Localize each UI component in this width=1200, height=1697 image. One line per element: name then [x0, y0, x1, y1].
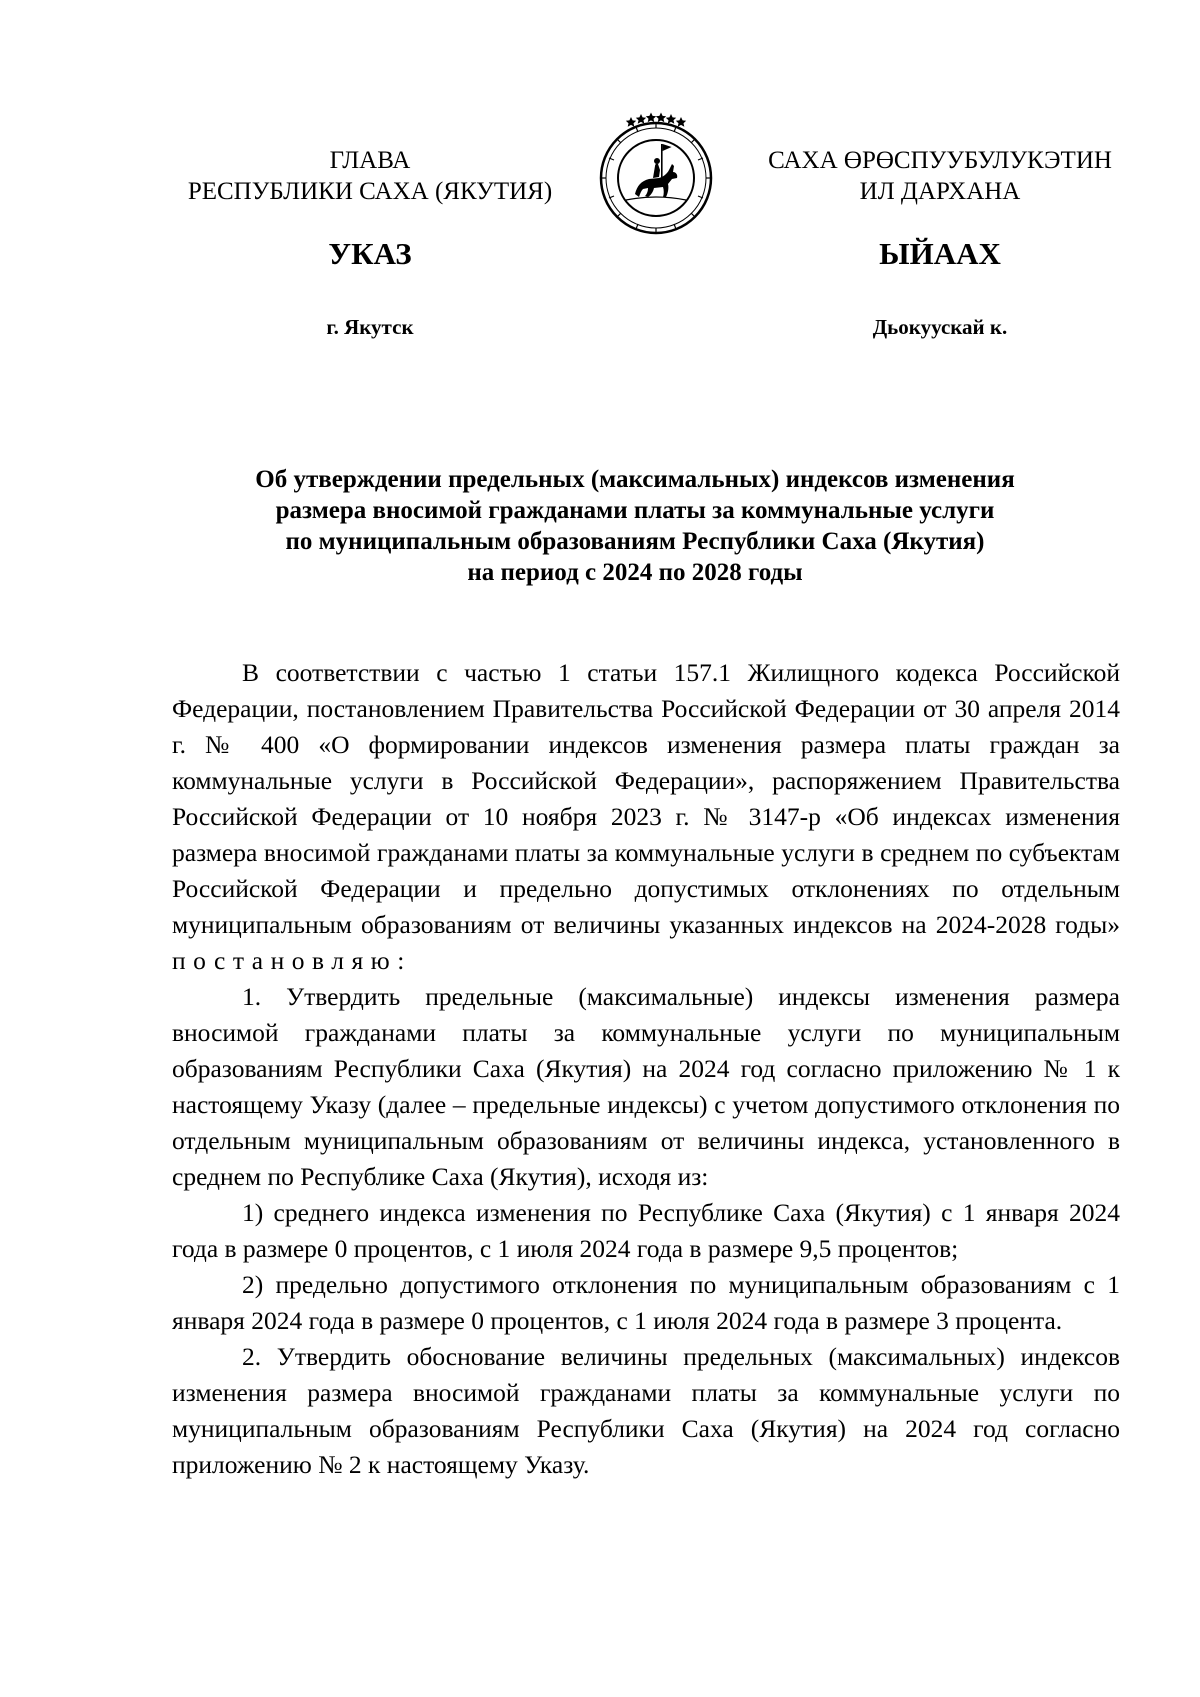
- city-sah: Дьокуускай к.: [872, 315, 1008, 339]
- title-line-3: по муниципальным образованиям Республики Саха (Якутия): [285, 528, 985, 555]
- decree-type-ru: УКАЗ: [328, 236, 412, 271]
- city-ru: г. Якутск: [326, 315, 414, 339]
- republic-name-sah: САХА ӨРӨСПУУБУЛУКЭТИН: [768, 147, 1112, 174]
- title-line-2: размера вносимой гражданами платы за коммунальные услуги: [275, 497, 995, 524]
- preamble-text: В соответствии с частью 1 статьи 157.1 Жилищного кодекса Российской Федерации, постановлением Правительства Российской Федерации от 30 апреля 2014 г. № 400 «О формировании индексов изменения размера платы граждан за коммунальные услуги в Российской Федерации», распоряжением Правительства Российской Федерации от 10 ноября 2023 г. № 3147-р «Об индексах изменения размера вносимой гражданами платы за коммунальные услуги в среднем по субъектам Российской Федерации и предельно допустимых отклонениях по отдельным муниципальным образованиям от величины указанных индексов на 2024-2028 годы»: [172, 658, 1120, 939]
- header-left: [160, 145, 580, 207]
- document-body: [172, 655, 1120, 1483]
- item-1-paragraph: 1. Утвердить предельные (максимальные) индексы изменения размера вносимой гражданами платы за коммунальные услуги по муниципальным образованиям Республики Саха (Якутия) на 2024 год согласно приложению № 1 к настоящему Указу (далее – предельные индексы) с учетом допустимого отклонения по отдельным муниципальным образованиям от величины индекса, установленного в среднем по Республике Саха (Якутия), исходя из:: [172, 982, 1120, 1191]
- title-line-4: на период с 2024 по 2028 годы: [467, 559, 803, 586]
- republic-name-ru: РЕСПУБЛИКИ САХА (ЯКУТИЯ): [187, 178, 553, 205]
- preamble-paragraph: [172, 655, 1120, 979]
- sakha-coat-of-arms-icon: [591, 108, 721, 238]
- item-1-1-paragraph: 1) среднего индекса изменения по Республике Саха (Якутия) с 1 января 2024 года в размере 0 процентов, с 1 июля 2024 года в размере 9,5 процентов;: [172, 1198, 1120, 1263]
- decree-type-sah: ЫЙААХ: [879, 236, 1001, 271]
- item-1-2-paragraph: 2) предельно допустимого отклонения по муниципальным образованиям с 1 января 2024 года в размере 0 процентов, с 1 июля 2024 года в размере 3 процента.: [172, 1270, 1120, 1335]
- document-title: [170, 464, 1100, 588]
- head-title-ru: ГЛАВА: [329, 147, 411, 174]
- head-title-sah: ИЛ ДАРХАНА: [859, 178, 1021, 205]
- header-right: [740, 145, 1140, 207]
- title-line-1: Об утверждении предельных (максимальных) индексов изменения: [255, 466, 1015, 493]
- resolve-word: постановляю:: [172, 946, 412, 975]
- item-2-paragraph: 2. Утвердить обоснование величины предельных (максимальных) индексов изменения размера вносимой гражданами платы за коммунальные услуги по муниципальным образованиям Республики Саха (Якутия) на 2024 год согласно приложению № 2 к настоящему Указу.: [172, 1342, 1120, 1479]
